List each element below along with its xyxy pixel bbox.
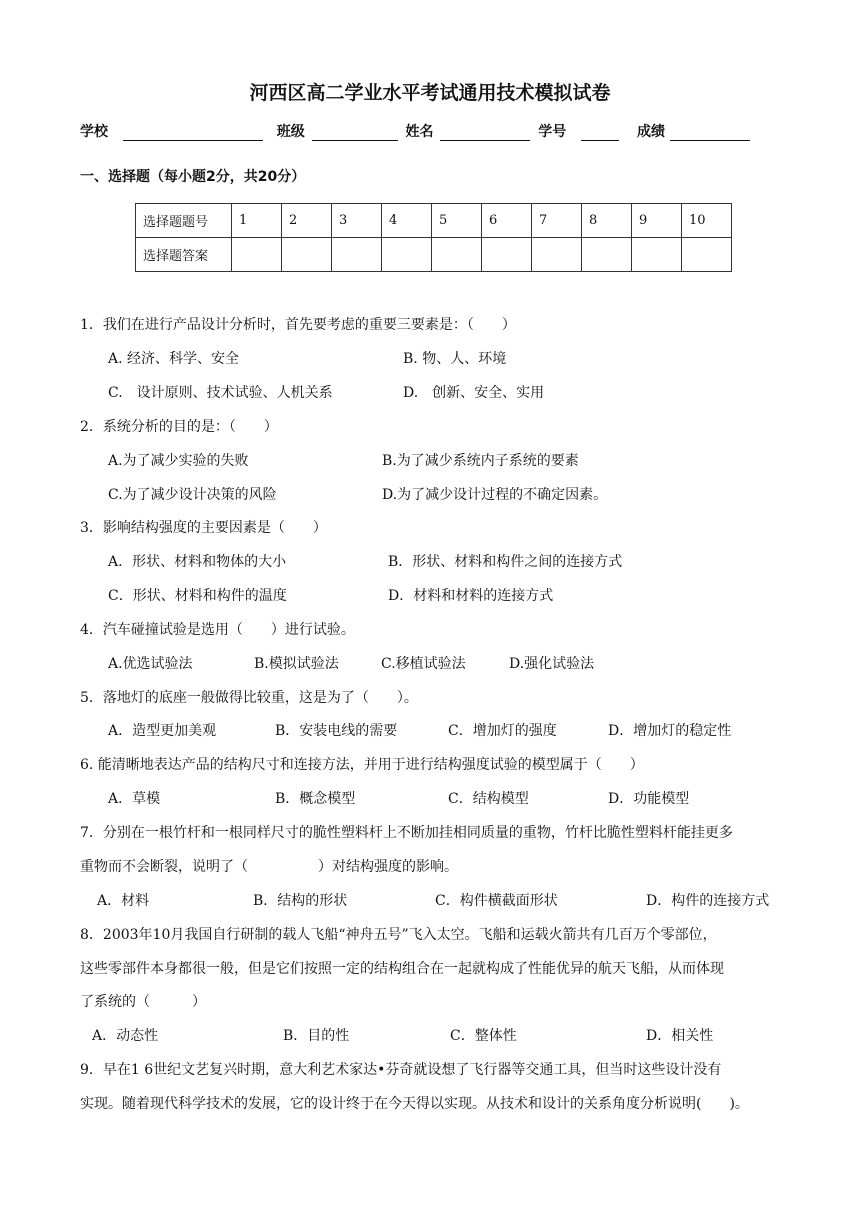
question-4-option-c: C.移植试验法 [381, 656, 466, 672]
question-number-cell: 10 [682, 204, 732, 238]
question-4-stem: 4．汽车碰撞试验是选用（ ）进行试验。 [80, 622, 355, 638]
question-8-option-c: C．整体性 [450, 1028, 517, 1044]
question-number-cell: 1 [232, 204, 282, 238]
question-2-option-d: D.为了减少设计过程的不确定因素。 [382, 487, 608, 503]
question-4-option-b: B.模拟试验法 [254, 656, 339, 672]
answer-cell[interactable] [532, 238, 582, 272]
question-number-cell: 8 [582, 204, 632, 238]
question-number-cell: 4 [382, 204, 432, 238]
answer-cell[interactable] [582, 238, 632, 272]
question-3-stem: 3．影响结构强度的主要因素是（ ） [80, 520, 327, 536]
answer-cell[interactable] [632, 238, 682, 272]
question-5-stem: 5．落地灯的底座一般做得比较重，这是为了（ ）。 [80, 690, 418, 706]
answer-grid [135, 203, 732, 272]
question-5-option-b: B．安装电线的需要 [275, 723, 398, 739]
question-2-option-b: B.为了减少系统内子系统的要素 [382, 453, 579, 469]
question-7-line-1: 7．分别在一根竹杆和一根同样尺寸的脆性塑料杆上不断加挂相同质量的重物，竹杆比脆性塑料杆能挂更多 [80, 825, 733, 841]
question-2-option-a: A.为了减少实验的失败 [108, 453, 249, 469]
question-6-option-d: D．功能模型 [608, 791, 690, 807]
question-number-cell: 9 [632, 204, 682, 238]
question-6-option-b: B．概念模型 [275, 791, 356, 807]
question-6-option-c: C．结构模型 [448, 791, 529, 807]
name-blank[interactable] [440, 125, 530, 141]
question-6-option-a: A．草模 [108, 791, 161, 807]
question-3-option-a: A．形状、材料和物体的大小 [108, 554, 287, 570]
answer-cell[interactable] [682, 238, 732, 272]
answer-grid-answer-row [136, 238, 732, 272]
question-8-line-1: 8．2003年10月我国自行研制的载人飞船“神舟五号”飞入太空。飞船和运载火箭共有几百万个零部位， [80, 927, 717, 943]
question-9-line-1: 9．早在1 6世纪文艺复兴时期，意大利艺术家达•芬奇就设想了飞行器等交通工具，但当时这些设计没有 [80, 1062, 722, 1078]
question-8-option-b: B．目的性 [283, 1028, 350, 1044]
question-5-option-a: A．造型更加美观 [108, 723, 217, 739]
section-heading: 一、选择题（每小题2分，共20分） [80, 169, 306, 185]
student-info-line [80, 121, 753, 141]
school-label: 学校 [80, 124, 108, 140]
answer-cell[interactable] [282, 238, 332, 272]
answer-row-label: 选择题答案 [136, 238, 232, 272]
question-8-line-2: 这些零部件本身都很一般，但是它们按照一定的结构组合在一起就构成了性能优异的航天飞船，从而体现 [80, 961, 724, 977]
question-2-stem: 2．系统分析的目的是：（ ） [80, 419, 278, 435]
question-number-cell: 5 [432, 204, 482, 238]
school-blank[interactable] [123, 125, 263, 141]
question-4-option-a: A.优选试验法 [108, 656, 193, 672]
question-5-option-c: C．增加灯的强度 [448, 723, 557, 739]
question-number-cell: 3 [332, 204, 382, 238]
question-8-option-a: A．动态性 [92, 1028, 159, 1044]
question-2-option-c: C.为了减少设计决策的风险 [108, 487, 277, 503]
question-7-option-c: C．构件横截面形状 [435, 893, 558, 909]
score-blank[interactable] [670, 125, 750, 141]
question-7-option-b: B．结构的形状 [253, 893, 348, 909]
answer-cell[interactable] [482, 238, 532, 272]
class-blank[interactable] [312, 125, 398, 141]
name-label: 姓名 [405, 124, 434, 140]
question-6-stem: 6. 能清晰地表达产品的结构尺寸和连接方法，并用于进行结构强度试验的模型属于（ ） [80, 757, 644, 773]
question-3-option-c: C．形状、材料和构件的温度 [108, 588, 287, 604]
question-7-line-2: 重物而不会断裂，说明了（ ）对结构强度的影响。 [80, 859, 458, 875]
exam-title: 河西区高二学业水平考试通用技术模拟试卷 [249, 82, 611, 104]
question-7-option-d: D．构件的连接方式 [646, 893, 770, 909]
question-3-option-b: B．形状、材料和构件之间的连接方式 [388, 554, 623, 570]
question-9-line-2: 实现。随着现代科学技术的发展，它的设计终于在今天得以实现。从技术和设计的关系角度分析说明( )。 [80, 1096, 749, 1112]
question-number-cell: 2 [282, 204, 332, 238]
question-5-option-d: D．增加灯的稳定性 [608, 723, 732, 739]
question-1-stem: 1．我们在进行产品设计分析时，首先要考虑的重要三要素是：（ ） [80, 317, 516, 333]
question-1-option-c: C. 设计原则、技术试验、人机关系 [108, 385, 333, 401]
number-row-label: 选择题题号 [136, 204, 232, 238]
question-number-cell: 6 [482, 204, 532, 238]
answer-cell[interactable] [332, 238, 382, 272]
answer-cell[interactable] [232, 238, 282, 272]
question-1-option-a: A. 经济、科学、安全 [108, 351, 240, 367]
answer-cell[interactable] [382, 238, 432, 272]
score-label: 成绩 [637, 124, 665, 140]
student-id-label: 学号 [538, 124, 567, 140]
question-3-option-d: D．材料和材料的连接方式 [388, 588, 554, 604]
question-1-option-b: B. 物、人、环境 [403, 351, 507, 367]
question-8-option-d: D．相关性 [646, 1028, 714, 1044]
question-number-cell: 7 [532, 204, 582, 238]
question-4-option-d: D.强化试验法 [509, 656, 595, 672]
question-7-option-a: A．材料 [97, 893, 150, 909]
class-label: 班级 [276, 124, 305, 140]
question-8-line-3: 了系统的（ ） [80, 994, 206, 1010]
answer-grid-number-row [136, 204, 732, 238]
student-id-blank[interactable] [581, 125, 619, 141]
question-1-option-d: D. 创新、安全、实用 [403, 385, 545, 401]
answer-cell[interactable] [432, 238, 482, 272]
